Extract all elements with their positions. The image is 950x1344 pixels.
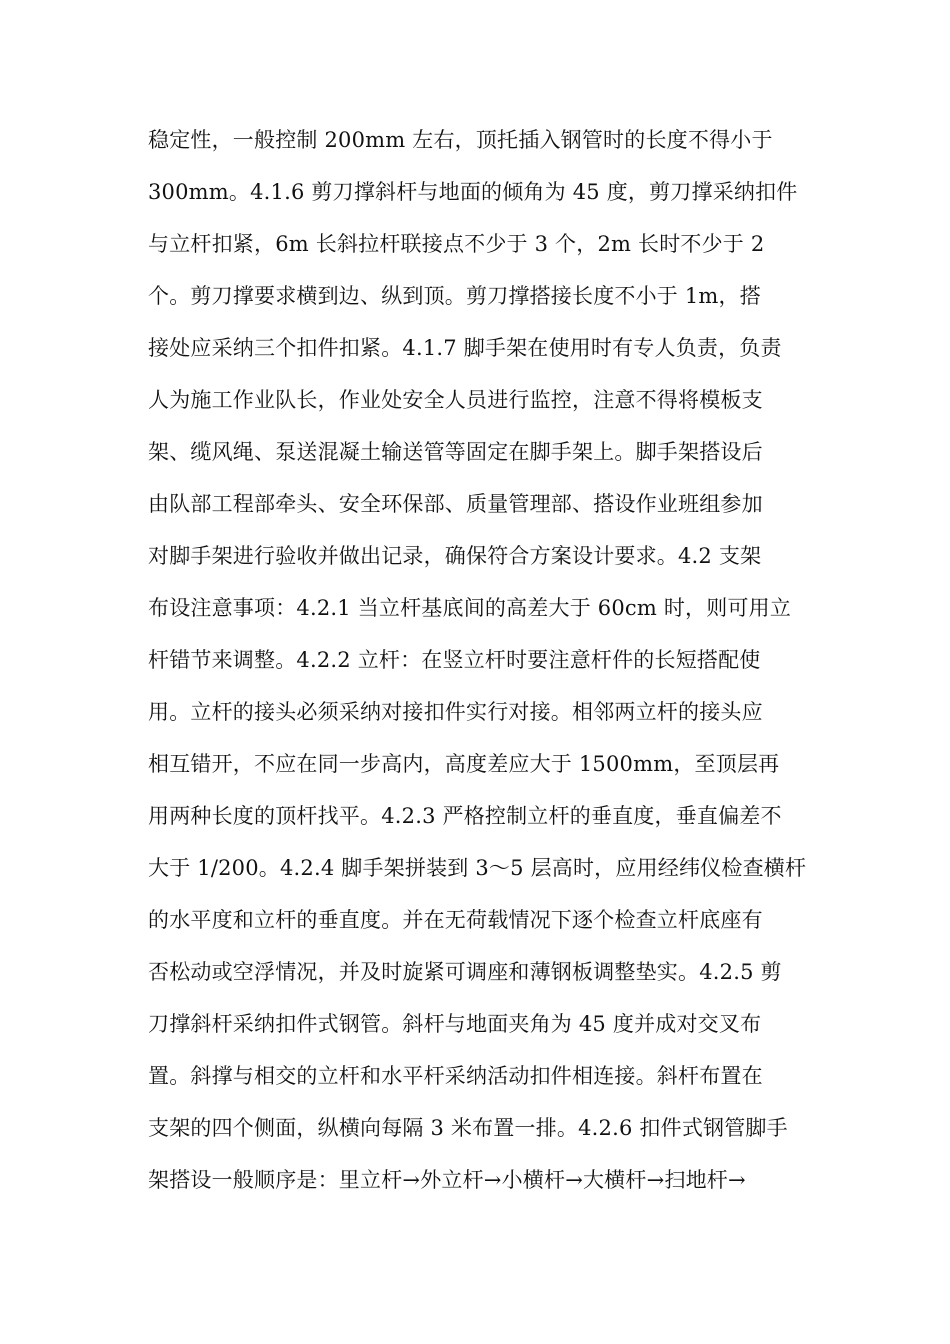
body-text [148,114,808,1206]
text-line: 由队部工程部牵头、安全环保部、质量管理部、搭设作业班组参加 [148,492,763,516]
text-line: 300mm。4.1.6 剪刀撑斜杆与地面的倾角为 45 度，剪刀撑采纳扣件 [148,180,798,204]
text-line: 的水平度和立杆的垂直度。并在无荷载情况下逐个检查立杆底座有 [148,908,763,932]
text-line: 对脚手架进行验收并做出记录，确保符合方案设计要求。4.2 支架 [148,544,762,568]
text-line: 杆错节来调整。4.2.2 立杆：在竖立杆时要注意杆件的长短搭配使 [148,648,761,672]
text-line: 布设注意事项：4.2.1 当立杆基底间的高差大于 60cm 时，则可用立 [148,596,792,620]
text-line: 置。斜撑与相交的立杆和水平杆采纳活动扣件相连接。斜杆布置在 [148,1064,763,1088]
text-line: 大于 1/200。4.2.4 脚手架拼装到 3～5 层高时，应用经纬仪检查横杆 [148,856,807,880]
text-line: 架搭设一般顺序是：里立杆→外立杆→小横杆→大横杆→扫地杆→ [148,1168,746,1192]
text-line: 人为施工作业队长，作业处安全人员进行监控，注意不得将模板支 [148,388,763,412]
text-line: 用两种长度的顶杆找平。4.2.3 严格控制立杆的垂直度，垂直偏差不 [148,804,782,828]
text-line: 架、缆风绳、泵送混凝土输送管等固定在脚手架上。脚手架搭设后 [148,440,763,464]
text-line: 接处应采纳三个扣件扣紧。4.1.7 脚手架在使用时有专人负责，负责 [148,336,782,360]
text-line: 个。剪刀撑要求横到边、纵到顶。剪刀撑搭接长度不小于 1m，搭 [148,284,761,308]
text-line: 与立杆扣紧，6m 长斜拉杆联接点不少于 3 个，2m 长时不少于 2 [148,232,765,256]
text-line: 相互错开，不应在同一步高内，高度差应大于 1500mm，至顶层再 [148,752,780,776]
text-line: 稳定性，一般控制 200mm 左右，顶托插入钢管时的长度不得小于 [148,128,773,152]
text-line: 用。立杆的接头必须采纳对接扣件实行对接。相邻两立杆的接头应 [148,700,763,724]
text-line: 支架的四个侧面，纵横向每隔 3 米布置一排。4.2.6 扣件式钢管脚手 [148,1116,788,1140]
text-line: 刀撑斜杆采纳扣件式钢管。斜杆与地面夹角为 45 度并成对交叉布 [148,1012,762,1036]
text-line: 否松动或空浮情况，并及时旋紧可调座和薄钢板调整垫实。4.2.5 剪 [148,960,782,984]
